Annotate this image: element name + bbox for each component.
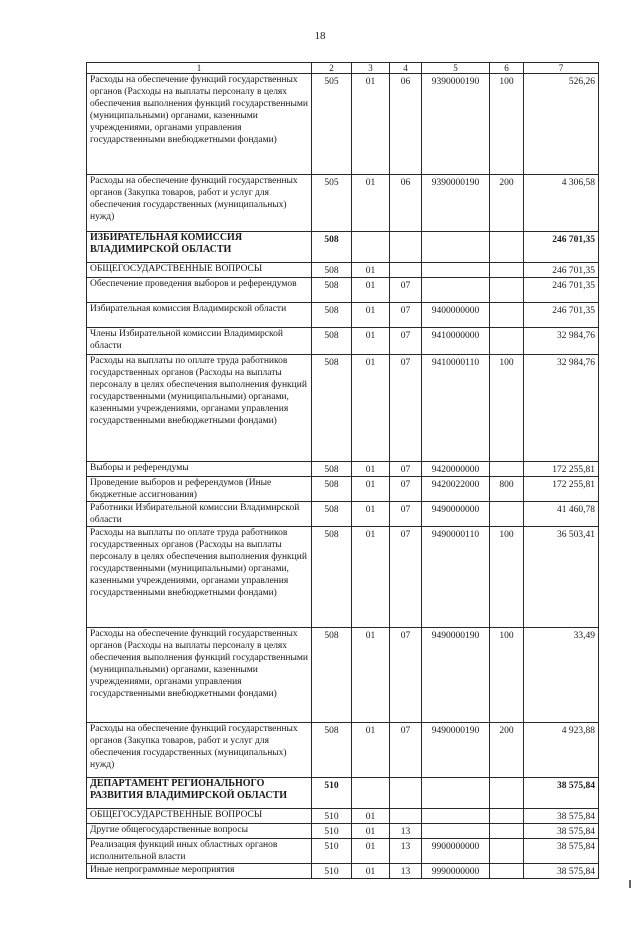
- row-name: ДЕПАРТАМЕНТ РЕГИОНАЛЬНОГО РАЗВИТИЯ ВЛАДИМИРСКОЙ ОБЛАСТИ: [87, 778, 312, 809]
- row-target-code: [422, 809, 490, 824]
- row-name: Выборы и референдумы: [87, 462, 312, 477]
- row-chapter-code: 01: [352, 723, 390, 778]
- row-amount: 38 575,84: [524, 824, 599, 839]
- row-name: Проведение выборов и референдумов (Иные бюджетные ассигнования): [87, 477, 312, 502]
- page-number: 18: [314, 30, 326, 42]
- row-subsection-code: 07: [390, 477, 422, 502]
- row-subsection-code: 06: [390, 74, 422, 175]
- budget-table: [86, 62, 599, 879]
- row-target-code: 9490000110: [422, 527, 490, 628]
- row-section-code: 508: [312, 263, 352, 278]
- row-subsection-code: 13: [390, 824, 422, 839]
- row-subsection-code: 13: [390, 839, 422, 864]
- row-target-code: [422, 263, 490, 278]
- row-section-code: 510: [312, 839, 352, 864]
- column-header: 7: [524, 63, 599, 74]
- row-subsection-code: [390, 263, 422, 278]
- column-header: 4: [390, 63, 422, 74]
- row-subsection-code: 07: [390, 628, 422, 723]
- row-expense-type: [490, 824, 524, 839]
- table-row: [87, 303, 599, 328]
- row-target-code: 9390000190: [422, 175, 490, 232]
- row-target-code: [422, 278, 490, 303]
- table-row: [87, 328, 599, 355]
- row-amount: 172 255,81: [524, 477, 599, 502]
- row-amount: 246 701,35: [524, 303, 599, 328]
- row-amount: 4 923,88: [524, 723, 599, 778]
- table-row: [87, 628, 599, 723]
- table-row: [87, 175, 599, 232]
- row-amount: 32 984,76: [524, 355, 599, 462]
- row-chapter-code: 01: [352, 303, 390, 328]
- table-row: [87, 839, 599, 864]
- row-subsection-code: 07: [390, 278, 422, 303]
- row-section-code: 508: [312, 527, 352, 628]
- row-target-code: 9490000190: [422, 628, 490, 723]
- row-name: Работники Избирательной комиссии Владимирской области: [87, 502, 312, 527]
- row-chapter-code: 01: [352, 809, 390, 824]
- table-row: [87, 355, 599, 462]
- row-subsection-code: 07: [390, 527, 422, 628]
- row-expense-type: [490, 263, 524, 278]
- row-subsection-code: 07: [390, 502, 422, 527]
- row-section-code: 508: [312, 628, 352, 723]
- row-chapter-code: 01: [352, 824, 390, 839]
- row-expense-type: 800: [490, 477, 524, 502]
- row-subsection-code: 07: [390, 303, 422, 328]
- row-amount: 526,26: [524, 74, 599, 175]
- row-chapter-code: 01: [352, 864, 390, 879]
- row-name: Расходы на обеспечение функций государственных органов (Закупка товаров, работ и услуг для обеспечения государственных (муниципальных) нужд): [87, 723, 312, 778]
- row-subsection-code: 06: [390, 175, 422, 232]
- row-name: ОБЩЕГОСУДАРСТВЕННЫЕ ВОПРОСЫ: [87, 809, 312, 824]
- row-chapter-code: 01: [352, 263, 390, 278]
- row-chapter-code: 01: [352, 839, 390, 864]
- row-name: Члены Избирательной комиссии Владимирской области: [87, 328, 312, 355]
- row-amount: 38 575,84: [524, 809, 599, 824]
- row-expense-type: [490, 232, 524, 263]
- row-name: Иные непрограммные мероприятия: [87, 864, 312, 879]
- row-name: Избирательная комиссия Владимирской области: [87, 303, 312, 328]
- column-number-row: [87, 63, 599, 74]
- row-section-code: 508: [312, 502, 352, 527]
- row-amount: 33,49: [524, 628, 599, 723]
- row-section-code: 508: [312, 477, 352, 502]
- row-target-code: 9410000110: [422, 355, 490, 462]
- row-expense-type: 200: [490, 175, 524, 232]
- row-subsection-code: 07: [390, 328, 422, 355]
- table-row: [87, 74, 599, 175]
- row-amount: 38 575,84: [524, 864, 599, 879]
- row-section-code: 505: [312, 175, 352, 232]
- row-section-code: 508: [312, 232, 352, 263]
- row-amount: 172 255,81: [524, 462, 599, 477]
- table-row: [87, 723, 599, 778]
- row-chapter-code: [352, 778, 390, 809]
- row-section-code: 510: [312, 778, 352, 809]
- row-amount: 38 575,84: [524, 839, 599, 864]
- row-chapter-code: 01: [352, 74, 390, 175]
- row-name: Расходы на обеспечение функций государственных органов (Закупка товаров, работ и услуг для обеспечения государственных (муниципальных) нужд): [87, 175, 312, 232]
- row-target-code: 9420022000: [422, 477, 490, 502]
- row-section-code: 508: [312, 355, 352, 462]
- row-expense-type: [490, 462, 524, 477]
- row-target-code: [422, 232, 490, 263]
- column-header: 3: [352, 63, 390, 74]
- row-target-code: [422, 824, 490, 839]
- row-subsection-code: [390, 778, 422, 809]
- row-section-code: 508: [312, 303, 352, 328]
- row-chapter-code: 01: [352, 477, 390, 502]
- row-expense-type: [490, 328, 524, 355]
- row-chapter-code: 01: [352, 628, 390, 723]
- row-amount: 41 460,78: [524, 502, 599, 527]
- row-target-code: 9400000000: [422, 303, 490, 328]
- row-target-code: [422, 778, 490, 809]
- row-target-code: 9490000190: [422, 723, 490, 778]
- row-amount: 38 575,84: [524, 778, 599, 809]
- row-chapter-code: 01: [352, 175, 390, 232]
- table-row: [87, 864, 599, 879]
- row-expense-type: [490, 778, 524, 809]
- row-chapter-code: 01: [352, 502, 390, 527]
- row-section-code: 508: [312, 328, 352, 355]
- row-subsection-code: 13: [390, 864, 422, 879]
- row-chapter-code: [352, 232, 390, 263]
- row-chapter-code: 01: [352, 328, 390, 355]
- column-header: 6: [490, 63, 524, 74]
- row-amount: 4 306,58: [524, 175, 599, 232]
- row-chapter-code: 01: [352, 527, 390, 628]
- row-subsection-code: 07: [390, 462, 422, 477]
- margin-mark: [629, 880, 631, 888]
- row-target-code: 9390000190: [422, 74, 490, 175]
- row-section-code: 510: [312, 864, 352, 879]
- row-section-code: 505: [312, 74, 352, 175]
- row-subsection-code: 07: [390, 723, 422, 778]
- row-expense-type: [490, 502, 524, 527]
- row-name: ОБЩЕГОСУДАРСТВЕННЫЕ ВОПРОСЫ: [87, 263, 312, 278]
- row-name: Расходы на выплаты по оплате труда работников государственных органов (Расходы на выплаты персоналу в целях обеспечения выполнения функций государственными (муниципальными) органами, казенными учреждениями, органами управления государственными внебюджетными фондами): [87, 355, 312, 462]
- row-name: Обеспечение проведения выборов и референдумов: [87, 278, 312, 303]
- row-section-code: 508: [312, 278, 352, 303]
- row-chapter-code: 01: [352, 355, 390, 462]
- row-section-code: 510: [312, 809, 352, 824]
- row-subsection-code: [390, 809, 422, 824]
- column-header: 5: [422, 63, 490, 74]
- table-row: [87, 824, 599, 839]
- row-expense-type: [490, 864, 524, 879]
- row-name: Реализация функций иных областных органов исполнительной власти: [87, 839, 312, 864]
- row-expense-type: [490, 278, 524, 303]
- table-row: [87, 278, 599, 303]
- column-header: 1: [87, 63, 312, 74]
- row-chapter-code: 01: [352, 462, 390, 477]
- row-subsection-code: [390, 232, 422, 263]
- row-chapter-code: 01: [352, 278, 390, 303]
- row-expense-type: 100: [490, 74, 524, 175]
- column-header: 2: [312, 63, 352, 74]
- row-amount: 246 701,35: [524, 278, 599, 303]
- table-row: [87, 778, 599, 809]
- row-section-code: 510: [312, 824, 352, 839]
- row-name: Расходы на выплаты по оплате труда работников государственных органов (Расходы на выплаты персоналу в целях обеспечения выполнения функций государственными (муниципальными) органами, казенными учреждениями, органами управления государственными внебюджетными фондами): [87, 527, 312, 628]
- table-row: [87, 263, 599, 278]
- row-expense-type: 200: [490, 723, 524, 778]
- row-amount: 246 701,35: [524, 263, 599, 278]
- row-name: Расходы на обеспечение функций государственных органов (Расходы на выплаты персоналу в целях обеспечения выполнения функций государственными (муниципальными) органами, казенными учреждениями, органами управления государственными внебюджетными фондами): [87, 74, 312, 175]
- row-subsection-code: 07: [390, 355, 422, 462]
- row-amount: 36 503,41: [524, 527, 599, 628]
- row-amount: 246 701,35: [524, 232, 599, 263]
- row-name: Расходы на обеспечение функций государственных органов (Расходы на выплаты персоналу в целях обеспечения выполнения функций государственными (муниципальными) органами, казенными учреждениями, органами управления государственными внебюджетными фондами): [87, 628, 312, 723]
- table-row: [87, 462, 599, 477]
- table-row: [87, 477, 599, 502]
- table-row: [87, 502, 599, 527]
- row-expense-type: [490, 303, 524, 328]
- row-expense-type: [490, 809, 524, 824]
- row-target-code: 9410000000: [422, 328, 490, 355]
- table-row: [87, 232, 599, 263]
- row-target-code: 9990000000: [422, 864, 490, 879]
- table-row: [87, 809, 599, 824]
- row-name: Другие общегосударственные вопросы: [87, 824, 312, 839]
- row-section-code: 508: [312, 723, 352, 778]
- row-target-code: 9490000000: [422, 502, 490, 527]
- row-expense-type: 100: [490, 355, 524, 462]
- table-row: [87, 527, 599, 628]
- row-target-code: 9420000000: [422, 462, 490, 477]
- row-expense-type: [490, 839, 524, 864]
- row-target-code: 9900000000: [422, 839, 490, 864]
- row-expense-type: 100: [490, 527, 524, 628]
- row-amount: 32 984,76: [524, 328, 599, 355]
- row-section-code: 508: [312, 462, 352, 477]
- row-expense-type: 100: [490, 628, 524, 723]
- row-name: ИЗБИРАТЕЛЬНАЯ КОМИССИЯ ВЛАДИМИРСКОЙ ОБЛАСТИ: [87, 232, 312, 263]
